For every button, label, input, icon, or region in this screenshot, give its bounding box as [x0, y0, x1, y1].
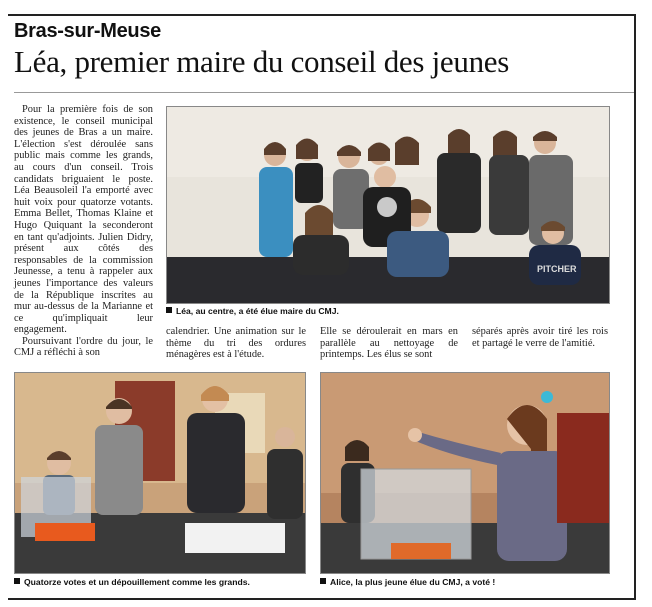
article-headline: Léa, premier maire du conseil des jeunes	[14, 44, 509, 79]
svg-text:PITCHER: PITCHER	[537, 264, 577, 274]
vote-counting-caption	[14, 577, 250, 587]
paragraph-1: Pour la première fois de son existence, le conseil municipal des jeunes de Bras a un maire. L'élection s'est déroulée sans public mais comme les grands, au cours d'un conseil. Trois candidats briguaient le poste. Léa Beausoleil l'a emporté avec huit voix pour quatorze votants. Emma Bellet, Thomas Klaine et Hugo Quiquant la seconderont en tant qu'adjoints. Julien Didry, présent aux côtés des responsables de la commission Jeunesse, a tenu à rappeler aux jeunes l'importance des valeurs de la République inscrites au mur au-dessus de la Marianne et ce qu'impliquait leur engagement.	[14, 104, 153, 336]
paragraph-2: Poursuivant l'ordre du jour, le CMJ a réfléchi à son	[14, 335, 153, 359]
caption-text: Quatorze votes et un dépouillement comme les grands.	[24, 577, 250, 587]
main-photo-caption	[166, 306, 339, 316]
article-kicker: Bras-sur-Meuse	[14, 20, 161, 42]
caption-bullet	[320, 578, 326, 584]
alice-voting-caption	[320, 577, 495, 587]
caption-text: Léa, au centre, a été élue maire du CMJ.	[176, 306, 339, 316]
frame-top-rule	[8, 14, 636, 16]
headline-rule	[14, 92, 634, 93]
article-column-3: Elle se déroulerait en mars en parallèle au nettoyage de printemps. Les élus se sont	[320, 326, 458, 361]
caption-bullet	[166, 307, 172, 313]
caption-text: Alice, la plus jeune élue du CMJ, a voté !	[330, 577, 496, 587]
caption-bullet	[14, 578, 20, 584]
main-group-photo	[166, 106, 610, 304]
alice-voting-photo	[320, 372, 610, 574]
article-column-1	[14, 104, 153, 359]
article-column-2: calendrier. Une animation sur le thème du tri des ordures ménagères est à l'étude.	[166, 326, 306, 361]
vote-counting-photo	[14, 372, 306, 574]
article-column-4: séparés après avoir tiré les rois et partagé le verre de l'amitié.	[472, 326, 608, 349]
frame-bottom-rule	[8, 598, 636, 600]
frame-right-rule	[634, 14, 636, 600]
